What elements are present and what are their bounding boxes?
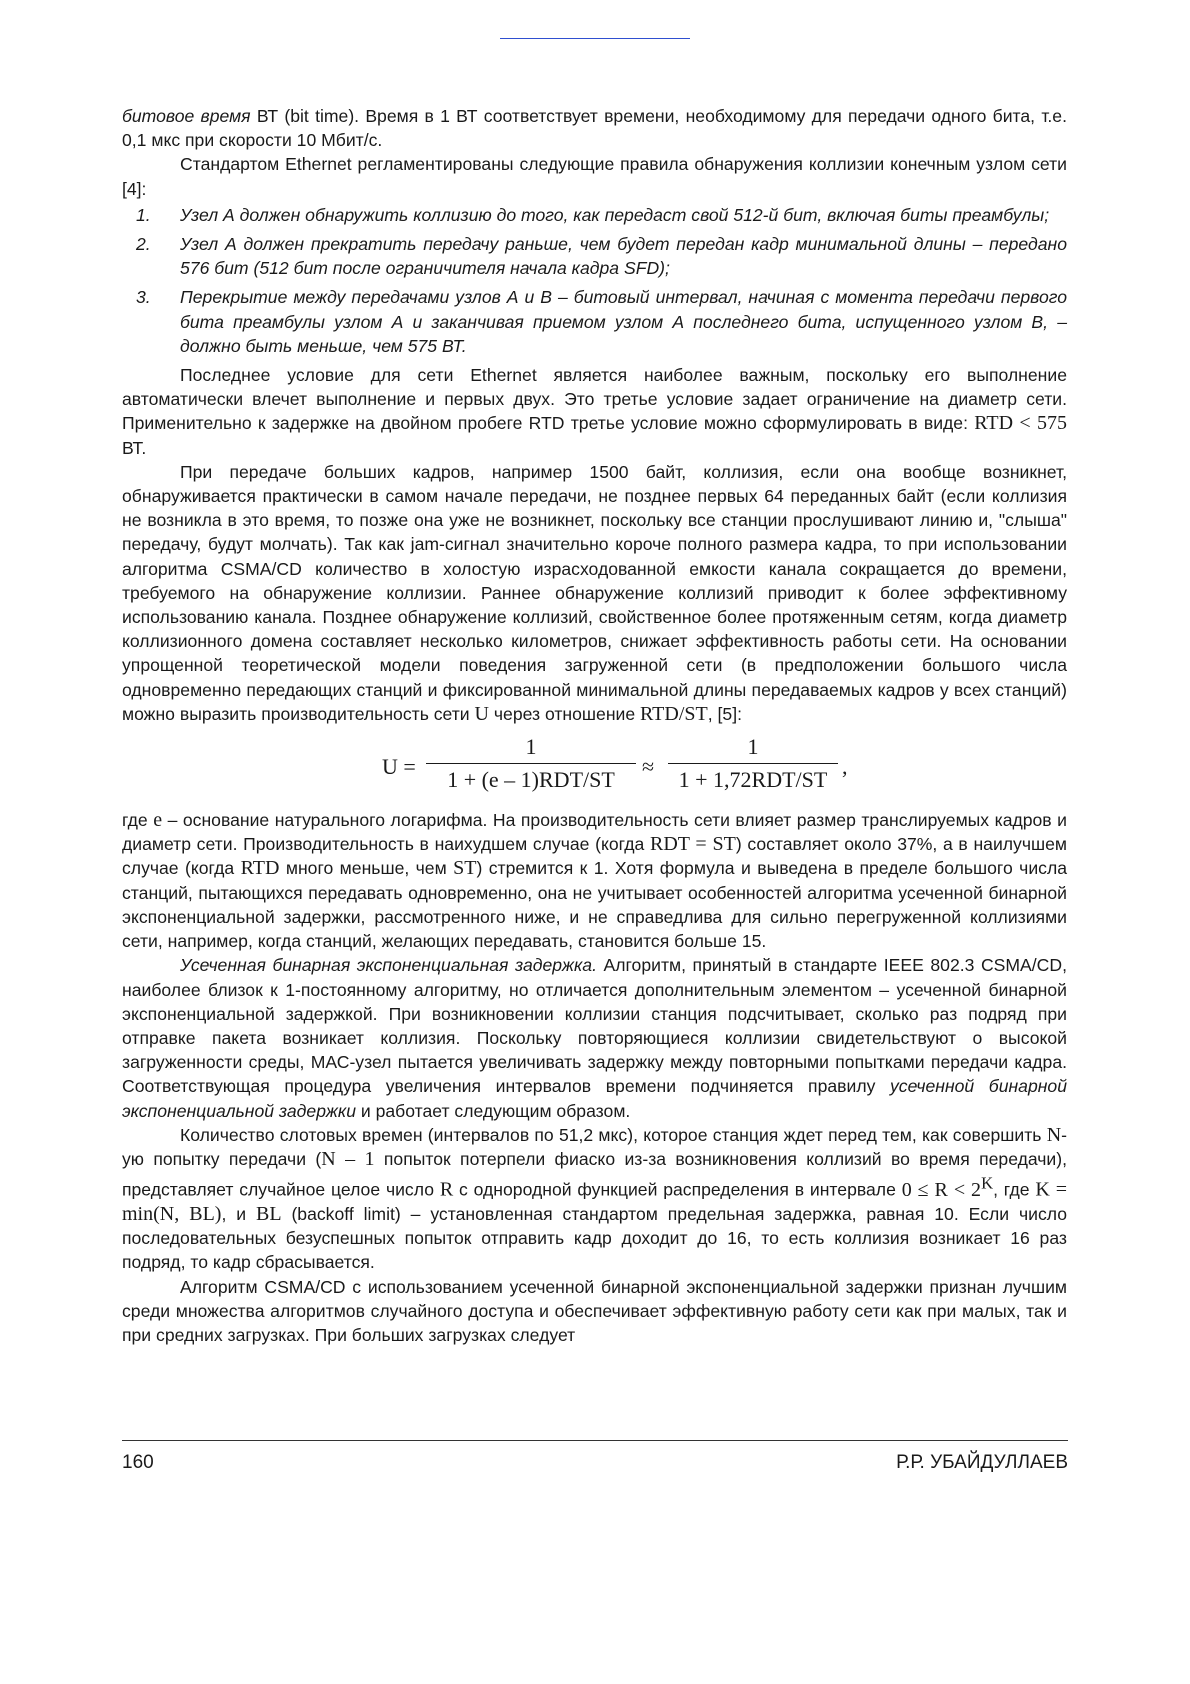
text: попыток потерпели фиаско из-за возникновения коллизий во время передачи), представляет случайное целое число	[122, 1148, 1067, 1200]
text: ) составляет около 37%, а в наилучшем случае (когда	[122, 834, 1068, 879]
math-inline: N	[1046, 1123, 1062, 1146]
rule-number: 1.	[136, 204, 151, 225]
text: много меньше, чем	[279, 858, 454, 879]
paragraph-large-frames	[122, 460, 1067, 726]
rule-text: Перекрытие между передачами узлов А и В – битовый интервал, начиная с момента передачи первого бита преамбулы узлом А и заканчивая приемом узлом А последнего бита, испущенного узлом В, – должно быть меньше, чем 575 ВТ.	[180, 287, 1067, 356]
text: и работает следующим образом.	[355, 1100, 631, 1121]
text: с однородной функцией распределения в интервале	[453, 1179, 902, 1200]
paragraph-bit-time	[122, 104, 1067, 152]
text: через отношение	[488, 703, 641, 724]
text: Последнее условие для сети Ethernet является наиболее важным, поскольку его выполнение автоматически влечет выполнение и первых двух. Это третье условие задает ограничение на диаметр сети. Применительно к задержке на двойном пробеге RTD третье условие можно сформулировать в виде:	[122, 365, 1067, 434]
math-inline: RDT = ST	[649, 833, 736, 856]
math-superscript: K	[981, 1173, 994, 1193]
rule-text: Узел А должен прекратить передачу раньше, чем будет передан кадр минимальной длины – передано 576 бит (512 бит после ограничителя начала кадра SFD);	[180, 234, 1067, 279]
math-inline: U	[474, 702, 489, 725]
rule-item	[122, 203, 1067, 227]
page-number: 160	[122, 1452, 154, 1473]
rule-text: Узел А должен обнаружить коллизию до того, как передаст свой 512-й бит, включая биты преамбулы;	[180, 204, 1050, 225]
math-inline: ST	[453, 857, 477, 880]
text: При передаче больших кадров, например 1500 байт, коллизия, если она вообще возникнет, обнаруживается практически в самом начале передачи, не позднее первых 64 переданных байт (если коллизия не возникла в это время, то позже она уже не возникнет, поскольку все станции прослушивают линию и, "слыша" передачу, будут молчать). Так как jam-сигнал значительно короче полного размера кадра, то при использовании алгоритма CSMA/CD количество в холостую израсходованной емкости канала сокращается до времени, требуемого на обнаружение коллизии. Раннее обнаружение коллизий приводит к более эффективному использованию канала. Позднее обнаружение коллизий, свойственное более протяженным сетям, когда диаметр коллизионного домена составляет несколько километров, снижает эффективность работы сети. На основании упрощенной теоретической модели поведения загруженной сети (в предположении большого числа одновременно передающих станций и фиксированной минимальной длины передаваемых кадров у всех станций) можно выразить производительность сети	[122, 461, 1067, 724]
top-link-rule	[500, 38, 690, 39]
math-inline: e	[153, 809, 163, 832]
formula-comma: ,	[842, 754, 848, 780]
paragraph-formula-explanation	[122, 808, 1067, 953]
fraction-denominator: 1 + (e – 1)RDT/ST	[447, 767, 615, 793]
fraction-numerator: 1	[426, 734, 636, 764]
math-inline: RTD	[240, 857, 280, 880]
rule-item	[122, 285, 1067, 358]
page-body	[122, 104, 1067, 1347]
text: , и	[221, 1203, 256, 1224]
paragraph-rules-intro: Стандартом Ethernet регламентированы следующие правила обнаружения коллизии конечным узлом сети [4]:	[122, 154, 1067, 199]
math-inline: N – 1	[321, 1147, 375, 1170]
approx-sign: ≈	[642, 754, 655, 780]
text: (backoff limit) – установленная стандартом предельная задержка, равная 10. Если число последовательных безуспешных попыток отправить кадр доходит до 16, то есть коллизия возникает 16 раз подряд, то кадр сбрасывается.	[122, 1203, 1068, 1273]
math-inline: R	[439, 1178, 454, 1201]
fraction-numerator: 1	[668, 734, 838, 764]
paragraph-conclusion: Алгоритм CSMA/CD с использованием усеченной бинарной экспоненциальной задержки признан лучшим среди множества алгоритмов случайного доступа и обеспечивает эффективную работу сети как при малых, так и при средних загрузках. При больших загрузках следует	[122, 1276, 1067, 1345]
collision-rules-list	[122, 203, 1067, 358]
footer-rule	[122, 1440, 1068, 1441]
term-bit-time: битовое время	[122, 106, 251, 126]
paragraph-backoff	[122, 953, 1067, 1122]
paragraph-rtd-condition	[122, 363, 1067, 460]
text: где	[122, 810, 154, 831]
text: -ую попытку передачи (	[122, 1124, 1067, 1169]
text: ВТ.	[122, 437, 147, 458]
math-part: 0 ≤ R < 2	[901, 1178, 982, 1201]
term-backoff: Усеченная бинарная экспоненциальная задержка.	[180, 955, 597, 976]
fraction-approx	[668, 734, 838, 793]
text: , [5]:	[707, 703, 742, 724]
fraction-denominator: 1 + 1,72RDT/ST	[678, 767, 828, 793]
rule-number: 2.	[136, 234, 151, 255]
rule-item	[122, 232, 1067, 280]
throughput-formula	[122, 726, 1067, 808]
text: ) стремится к 1. Хотя формула и выведена в пределе большого числа станций, пытающихся передавать одновременно, она не учитывает особенностей алгоритма усеченной бинарной экспоненциальной задержки, рассмотренного ниже, и не справедлива для сильно перегруженной коллизиями сети, например, когда станций, желающих передавать, становится больше 15.	[122, 858, 1068, 952]
math-inline	[901, 1173, 994, 1201]
text: Количество слотовых времен (интервалов по 51,2 мкс), которое станция ждет перед тем, как совершить	[180, 1124, 1047, 1145]
text: – основание натурального логарифма. На производительность сети влияет размер транслируемых кадров и диаметр сети. Производительность в наихудшем случае (когда	[122, 810, 1067, 855]
paragraph-slot-times	[122, 1123, 1067, 1275]
fraction-exact	[426, 734, 636, 793]
math-inline: RTD < 575	[974, 412, 1067, 435]
text: ВТ (bit time). Время в 1 ВТ соответствует времени, необходимому для передачи одного бита, т.е. 0,1 мкс при скорости 10 Мбит/с.	[122, 106, 1067, 151]
math-inline: BL	[255, 1202, 282, 1225]
text: Алгоритм, принятый в стандарте IEEE 802.3 CSMA/CD, наиболее близок к 1-постоянному алгоритму, но отличается дополнительным элементом – усеченной бинарной экспоненциальной задержкой. При возникновении коллизии станция подсчитывает, сколько раз подряд при отправке пакета возникает коллизия. Поскольку повторяющиеся коллизии свидетельствуют о высокой загруженности среды, МАС-узел пытается увеличивать задержку между повторными попытками передачи кадра. Соответствующая процедура увеличения интервалов времени подчиняется правилу	[122, 955, 1067, 1097]
text: , где	[993, 1179, 1036, 1200]
running-author: Р.Р. УБАЙДУЛЛАЕВ	[896, 1452, 1068, 1473]
math-inline: K = min(N, BL)	[122, 1178, 1067, 1225]
rule-number: 3.	[136, 287, 151, 308]
math-inline: RTD/ST	[640, 702, 708, 725]
term-backoff-rule: усеченной бинарной экспоненциальной задержки	[122, 1076, 1067, 1121]
formula-lhs: U =	[382, 754, 416, 780]
